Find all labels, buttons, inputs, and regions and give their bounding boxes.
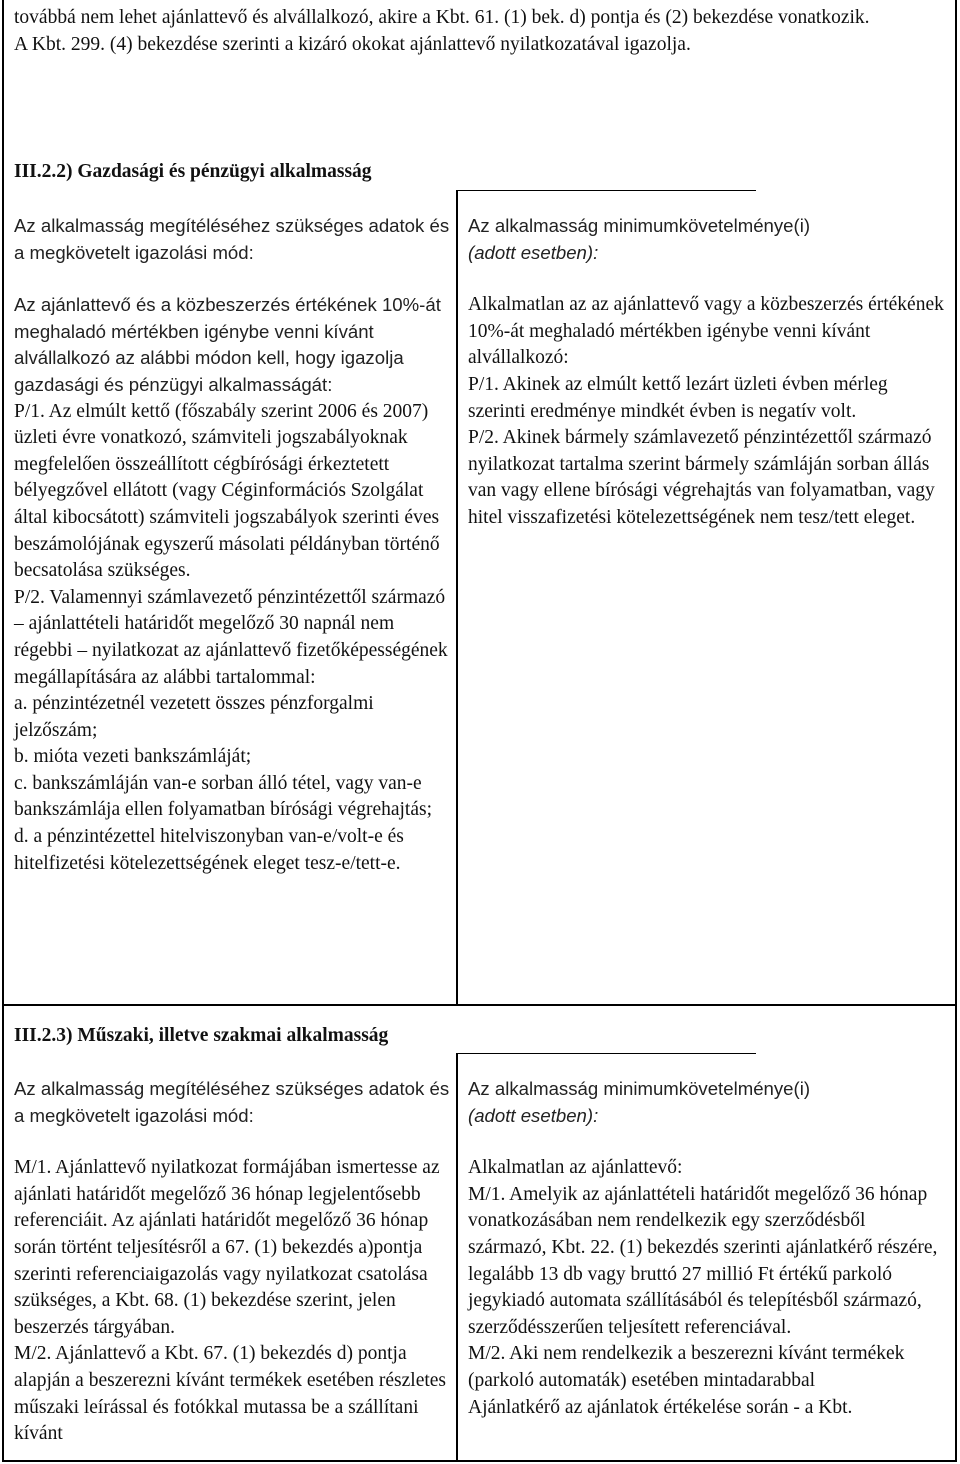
section-divider xyxy=(2,1004,957,1006)
economic-p1: P/1. Az elmúlt kettő (főszabály szerint 2006 és 2007) üzleti évre vonatkozó, számviteli jogszabályoknak megfelelően összeállított cégbírósági érkeztetett bélyegzővel ellátott (vagy Céginformációs Szolgálat által kibocsátott) számviteli jogszabályok szerinti éves beszámolójának egyszerű másolati példányban történő becsatolása szükséges. xyxy=(14,400,440,582)
economic-right-column xyxy=(468,213,944,532)
left-column-heading: Az alkalmasság megítéléséhez szükséges adatok és a megkövetelt igazolási mód: xyxy=(14,1078,450,1126)
spacer xyxy=(468,266,944,292)
section-title-rule xyxy=(456,190,756,191)
economic-requirement-p2: P/2. Akinek bármely számlavezető pénzintézettől származó nyilatkozat tartalma szerint bármely számláján sorban állás van vagy ellene bírósági végrehajtás van folyamatban, vagy hitel visszafizetési kötelezettségének nem tesz/tett eleget. xyxy=(468,427,935,528)
section-title-economic: III.2.2) Gazdasági és pénzügyi alkalmasság xyxy=(14,161,372,182)
intro-line-1: továbbá nem lehet ajánlattevő és alvállalkozó, akire a Kbt. 61. (1) bek. d) pontja és (2) bekezdése vonatkozik. xyxy=(14,7,870,28)
right-column-heading-note: (adott esetben): xyxy=(468,1104,599,1126)
economic-left-column xyxy=(14,213,452,877)
right-column-heading-note: (adott esetben): xyxy=(468,241,599,263)
column-divider-technical xyxy=(456,1054,458,1462)
intro-line-2: A Kbt. 299. (4) bekezdése szerinti a kizáró okokat ajánlattevő nyilatkozatával igazolja. xyxy=(14,33,691,55)
technical-requirement-m3: Ajánlatkérő az ajánlatok értékelése során - a Kbt. xyxy=(468,1396,853,1418)
economic-item-d: d. a pénzintézettel hitelviszonyban van-e/volt-e és hitelfizetési kötelezettségének eleget tesz-e/tett-e. xyxy=(14,826,404,874)
technical-right-column xyxy=(468,1076,944,1421)
economic-intro: Az ajánlattevő és a közbeszerzés értékének 10%-át meghaladó mértékben igénybe venni kívánt alvállalkozó az alábbi módon kell, hogy igazolja gazdasági és pénzügyi alkalmasságát: xyxy=(14,294,441,395)
technical-m2: M/2. Ajánlattevő a Kbt. 67. (1) bekezdés d) pontja alapján a beszerezni kívánt termékek esetében részletes műszaki leírással és fotókkal mutassa be a szállítani kívánt xyxy=(14,1343,447,1445)
section-title-technical: III.2.3) Műszaki, illetve szakmai alkalmasság xyxy=(14,1025,389,1046)
economic-item-a: a. pénzintézetnél vezetett összes pénzforgalmi jelzőszám; xyxy=(14,693,374,741)
spacer xyxy=(14,266,452,292)
economic-p2: P/2. Valamennyi számlavezető pénzintézettől származó – ajánlattételi határidőt megelőző 30 napnál nem régebbi – nyilatkozat az ajánlattevő fizetőképességének megállapítására az alábbi tartalommal: xyxy=(14,586,448,688)
technical-requirement-intro: Alkalmatlan az ajánlattevő: xyxy=(468,1157,683,1179)
economic-item-c: c. bankszámláján van-e sorban álló tétel, vagy van-e bankszámlája ellen folyamatban bírósági végrehajtás; xyxy=(14,772,433,821)
economic-requirement-intro: Alkalmatlan az az ajánlattevő vagy a közbeszerzés értékének 10%-át meghaladó mértékben igénybe venni kívánt alvállalkozó: xyxy=(468,294,944,369)
technical-m1: M/1. Ajánlattevő nyilatkozat formájában ismertesse az ajánlati határidőt megelőző 36 hónap legjelentősebb referenciáit. Az ajánlati határidőt megelőző 36 hónap során történt teljesítésről a 67. (1) bekezdés a)pontja szerinti referenciaigazolás vagy nyilatkozat csatolása szükséges, a Kbt. 68. (1) bekezdése szerint, jelen beszerzés tárgyában. xyxy=(14,1157,440,1338)
economic-requirement-p1: P/1. Akinek az elmúlt kettő lezárt üzleti évben mérleg szerinti eredménye mindkét évben is negatív volt. xyxy=(468,373,888,422)
technical-requirement-m1: M/1. Amelyik az ajánlattételi határidőt megelőző 36 hónap vonatkozásában nem rendelkezik egy szerződésből származó, Kbt. 22. (1) bekezdés szerinti ajánlatkérő részére, legalább 13 db vagy bruttó 27 millió Ft értékű parkoló jegykiadó automata szállításából és telepítésből származó, szerződésszerűen teljesített referenciával. xyxy=(468,1183,938,1338)
right-column-heading: Az alkalmasság minimumkövetelménye(i) xyxy=(468,1078,811,1099)
spacer xyxy=(468,1129,944,1155)
economic-item-b: b. mióta vezeti bankszámláját; xyxy=(14,746,252,768)
section-title-rule xyxy=(456,1053,756,1054)
intro-paragraph xyxy=(14,5,949,58)
technical-requirement-m2: M/2. Aki nem rendelkezik a beszerezni kívánt termékek (parkoló automaták) esetében mintadarabbal xyxy=(468,1343,905,1391)
technical-left-column xyxy=(14,1076,452,1448)
left-column-heading: Az alkalmasság megítéléséhez szükséges adatok és a megkövetelt igazolási mód: xyxy=(14,215,450,263)
column-divider-economic xyxy=(456,191,458,1004)
spacer xyxy=(14,1129,452,1155)
right-column-heading: Az alkalmasság minimumkövetelménye(i) xyxy=(468,215,811,236)
